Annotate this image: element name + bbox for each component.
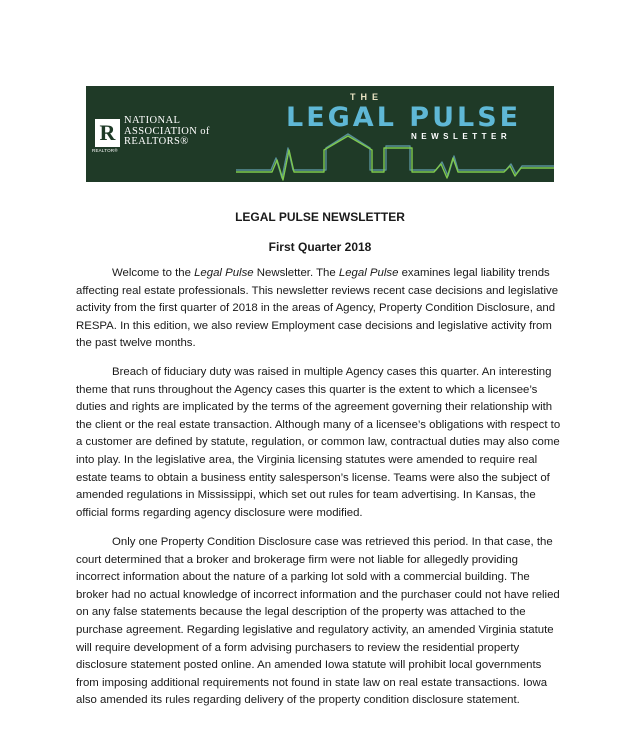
- org-line-1: NATIONAL: [124, 115, 181, 126]
- banner-the: THE: [350, 92, 383, 102]
- text-run: Only one Property Condition Disclosure case was retrieved this period. In that case, the court determined that a broker and brokerage firm were not liable for allegedly providing incorrect information about the nature of a parking lot sold with a commercial building. The broker had no actual knowledge of incorrect information and the purchaser could not have relied on any false statements because the legal description of the property was attached to the purchase agreement. Regarding legislative and regulatory activity, an amended Virginia statute will require development of a form advising purchasers to review the residential property disclosure statement posted online. An amended Iowa statute will prohibit local governments from imposing additional requirements not found in state law on real estate transactions. Iowa also amended its rules regarding delivery of the property condition disclosure statement.: [76, 536, 560, 707]
- logo-caption: REALTOR®: [92, 148, 118, 153]
- organization-name: [124, 116, 210, 148]
- org-line-3: REALTORS®: [124, 136, 189, 147]
- newsletter-banner: [86, 86, 554, 182]
- text-run: examines legal liability trends affecting real estate professionals. This newsletter reviews recent case decisions and legislative activity from the first quarter of 2018 in the areas of Agency, Property Condition Disclosure, and RESPA. In this edition, we also review Employment case decisions and legislative activity from the past twelve months.: [76, 267, 559, 350]
- intro-paragraph: [76, 265, 562, 353]
- text-run: Newsletter. The: [253, 267, 339, 279]
- realtor-r-logo: [95, 119, 120, 147]
- agency-paragraph: [76, 364, 562, 522]
- banner-title: LEGAL PULSE: [286, 102, 522, 133]
- disclosure-paragraph: [76, 534, 562, 710]
- text-run: Welcome to the: [112, 267, 195, 279]
- publication-name: Legal Pulse: [338, 267, 399, 279]
- document-subtitle: First Quarter 2018: [268, 240, 372, 254]
- text-run: Breach of fiduciary duty was raised in multiple Agency cases this quarter. An interesting theme that runs throughout the Agency cases this quarter is the extent to which a licensee’s duties and rights are implicated by the terms of the agreement governing their relationship with the client or the real estate transaction. Although many of a licensee’s obligations with respect to a customer are defined by statute, regulation, or common law, contractual duties may also come into play. In the legislative area, the Virginia licensing statutes were amended to require real estate teams to obtain a business entity salesperson’s license. Teams were also the subject of amended regulations in Mississippi, which set out rules for team advertising. In Kansas, the official forms regarding agency disclosure were modified.: [76, 366, 561, 519]
- banner-newsletter: NEWSLETTER: [411, 132, 512, 141]
- org-line-2: ASSOCIATION of: [124, 125, 210, 137]
- publication-name: Legal Pulse: [194, 267, 254, 279]
- document-title: LEGAL PULSE NEWSLETTER: [235, 210, 405, 224]
- logo-letter: R: [99, 120, 116, 145]
